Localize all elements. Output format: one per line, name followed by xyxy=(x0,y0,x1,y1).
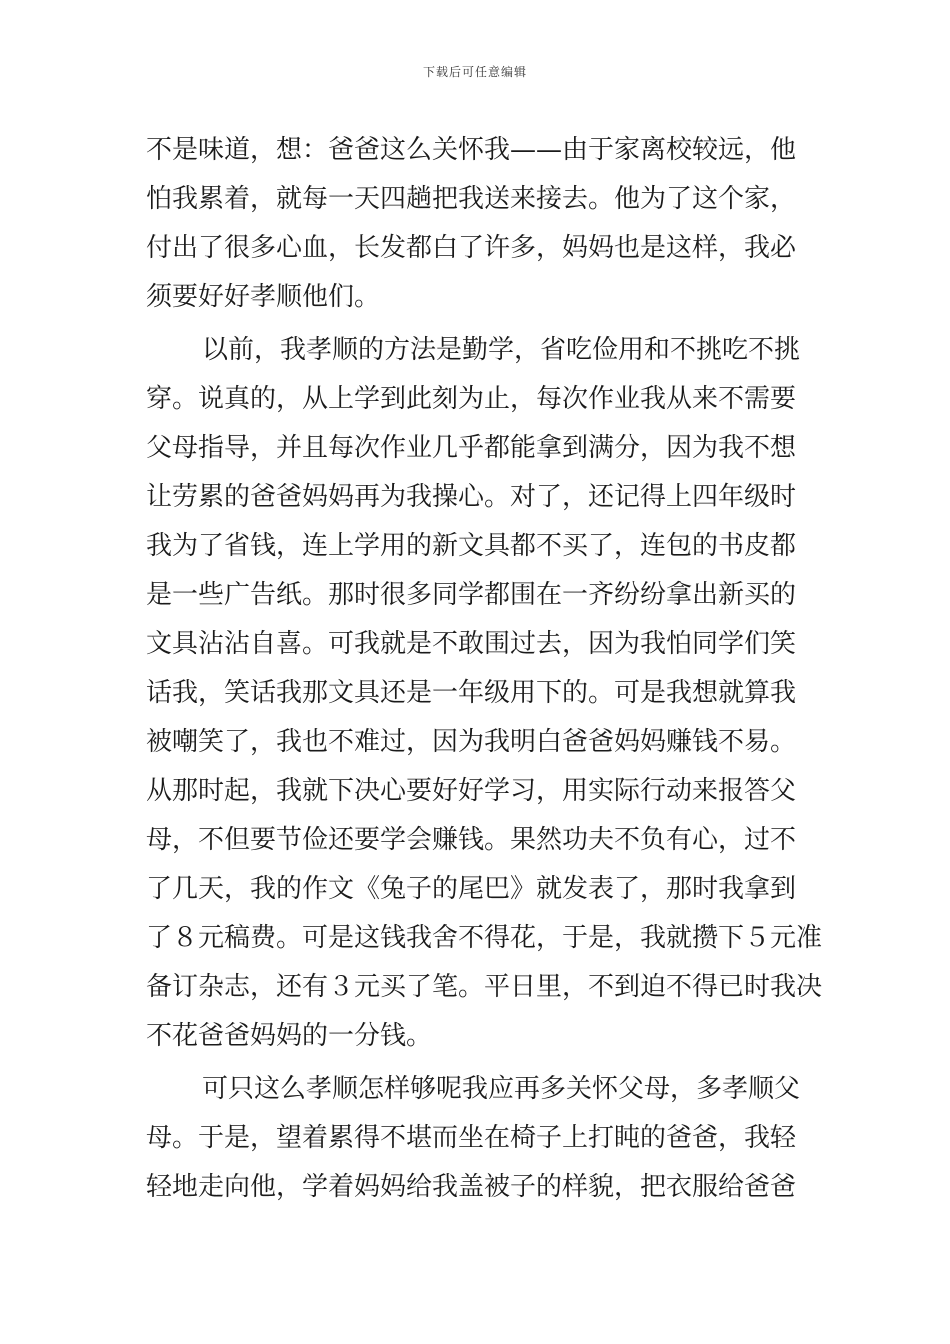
paragraph xyxy=(146,126,806,322)
text-line: 被嘲笑了，我也不难过，因为我明白爸爸妈妈赚钱不易。 xyxy=(146,727,797,757)
text-line: 不是味道，想：爸爸这么关怀我——由于家离校较远，他 xyxy=(146,135,797,165)
text-line: 付出了很多心血，长发都白了许多，妈妈也是这样，我必 xyxy=(146,233,797,263)
text-line: 从那时起，我就下决心要好好学习，用实际行动来报答父 xyxy=(146,776,797,806)
text-line: 穿。说真的，从上学到此刻为止，每次作业我从来不需要 xyxy=(146,384,797,414)
text-line: 可只这么孝顺怎样够呢我应再多关怀父母，多孝顺父 xyxy=(202,1074,801,1104)
text-line: 是一些广告纸。那时很多同学都围在一齐纷纷拿出新买的 xyxy=(146,580,797,610)
text-line: 让劳累的爸爸妈妈再为我操心。对了，还记得上四年级时 xyxy=(146,482,797,512)
text-line: 父母指导，并且每次作业几乎都能拿到满分，因为我不想 xyxy=(146,433,797,463)
document-body xyxy=(146,126,823,1212)
text-line: 文具沾沾自喜。可我就是不敢围过去，因为我怕同学们笑 xyxy=(146,629,797,659)
text-line: 了８元稿费。可是这钱我舍不得花，于是，我就攒下５元准 xyxy=(146,923,823,953)
text-line: 备订杂志，还有３元买了笔。平日里，不到迫不得已时我决 xyxy=(146,972,823,1002)
text-line: 怕我累着，就每一天四趟把我送来接去。他为了这个家， xyxy=(146,184,797,214)
text-line: 不花爸爸妈妈的一分钱。 xyxy=(146,1021,433,1051)
text-line: 我为了省钱，连上学用的新文具都不买了，连包的书皮都 xyxy=(146,531,797,561)
text-line: 须要好好孝顺他们。 xyxy=(146,282,381,312)
text-line: 话我，笑话我那文具还是一年级用下的。可是我想就算我 xyxy=(146,678,797,708)
paragraph xyxy=(146,1065,806,1212)
text-line: 以前，我孝顺的方法是勤学，省吃俭用和不挑吃不挑 xyxy=(202,335,801,365)
paragraph xyxy=(146,326,823,1061)
text-line: 了几天，我的作文《兔子的尾巴》就发表了，那时我拿到 xyxy=(146,874,797,904)
text-line: 母，不但要节俭还要学会赚钱。果然功夫不负有心，过不 xyxy=(146,825,797,855)
page-header: 下载后可任意编辑 xyxy=(422,65,527,79)
text-line: 轻地走向他，学着妈妈给我盖被子的样貌，把衣服给爸爸 xyxy=(146,1172,797,1202)
text-line: 母。于是，望着累得不堪而坐在椅子上打盹的爸爸，我轻 xyxy=(146,1123,797,1153)
